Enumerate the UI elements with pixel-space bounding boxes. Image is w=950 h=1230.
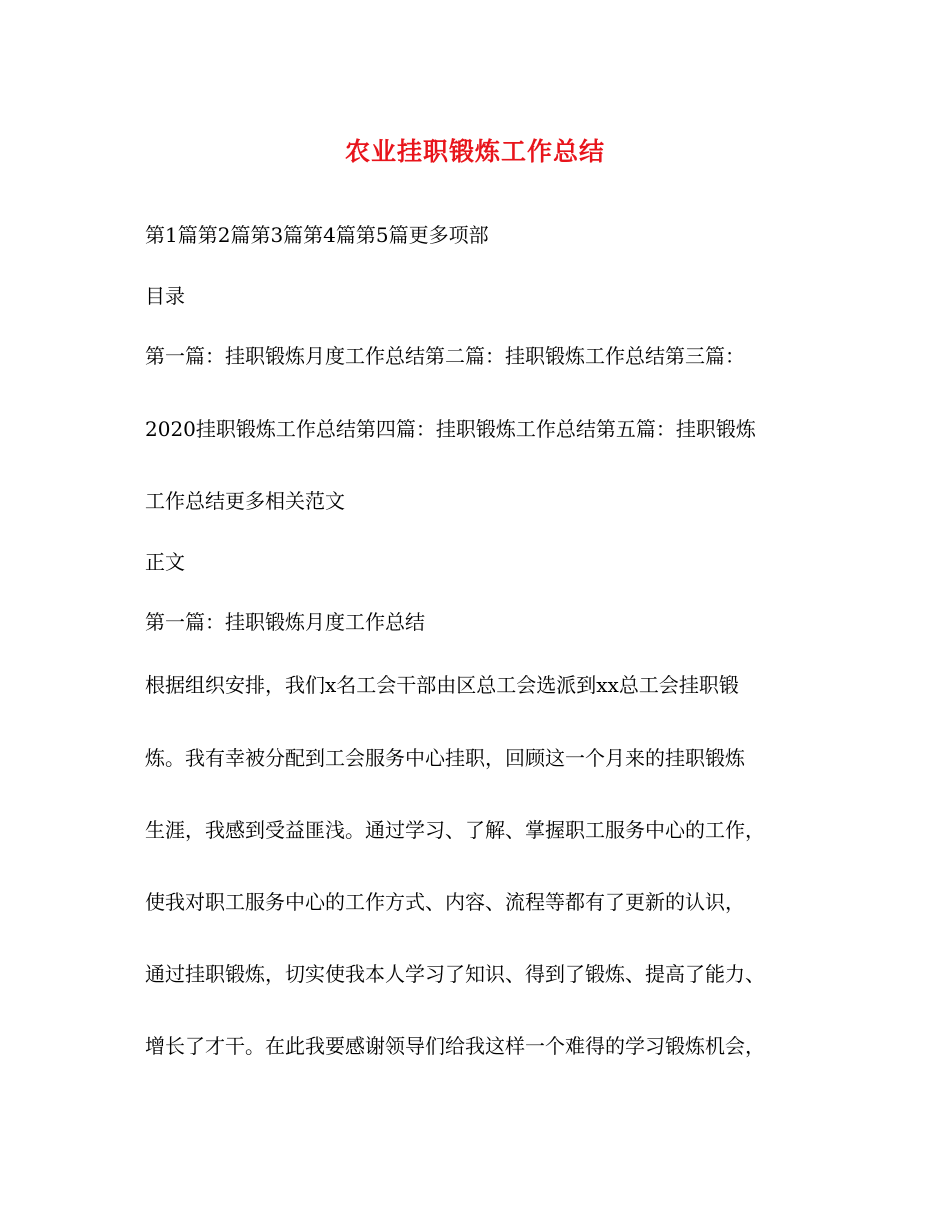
paragraph-line: 炼。我有幸被分配到工会服务中心挂职，回顾这一个月来的挂职锻炼 (145, 746, 745, 770)
toc-heading: 目录 (145, 284, 185, 308)
body-heading: 正文 (145, 550, 185, 574)
toc-line: 工作总结更多相关范文 (145, 489, 345, 513)
paragraph-line: 生涯，我感到受益匪浅。通过学习、了解、掌握职工服务中心的工作， (145, 818, 765, 842)
nav-line: 第1篇第2篇第3篇第4篇第5篇更多项部 (145, 223, 489, 247)
section-heading: 第一篇：挂职锻炼月度工作总结 (145, 610, 425, 634)
paragraph-line: 根据组织安排，我们x名工会干部由区总工会选派到xx总工会挂职锻 (145, 673, 739, 697)
paragraph-line: 使我对职工服务中心的工作方式、内容、流程等都有了更新的认识， (145, 890, 745, 914)
toc-line: 第一篇：挂职锻炼月度工作总结第二篇：挂职锻炼工作总结第三篇： (145, 344, 745, 368)
toc-line: 2020挂职锻炼工作总结第四篇：挂职锻炼工作总结第五篇：挂职锻炼 (145, 417, 756, 441)
document-title: 农业挂职锻炼工作总结 (344, 137, 605, 166)
paragraph-line: 通过挂职锻炼，切实使我本人学习了知识、得到了锻炼、提高了能力、 (145, 962, 765, 986)
paragraph-line: 增长了才干。在此我要感谢领导们给我这样一个难得的学习锻炼机会， (145, 1034, 765, 1058)
